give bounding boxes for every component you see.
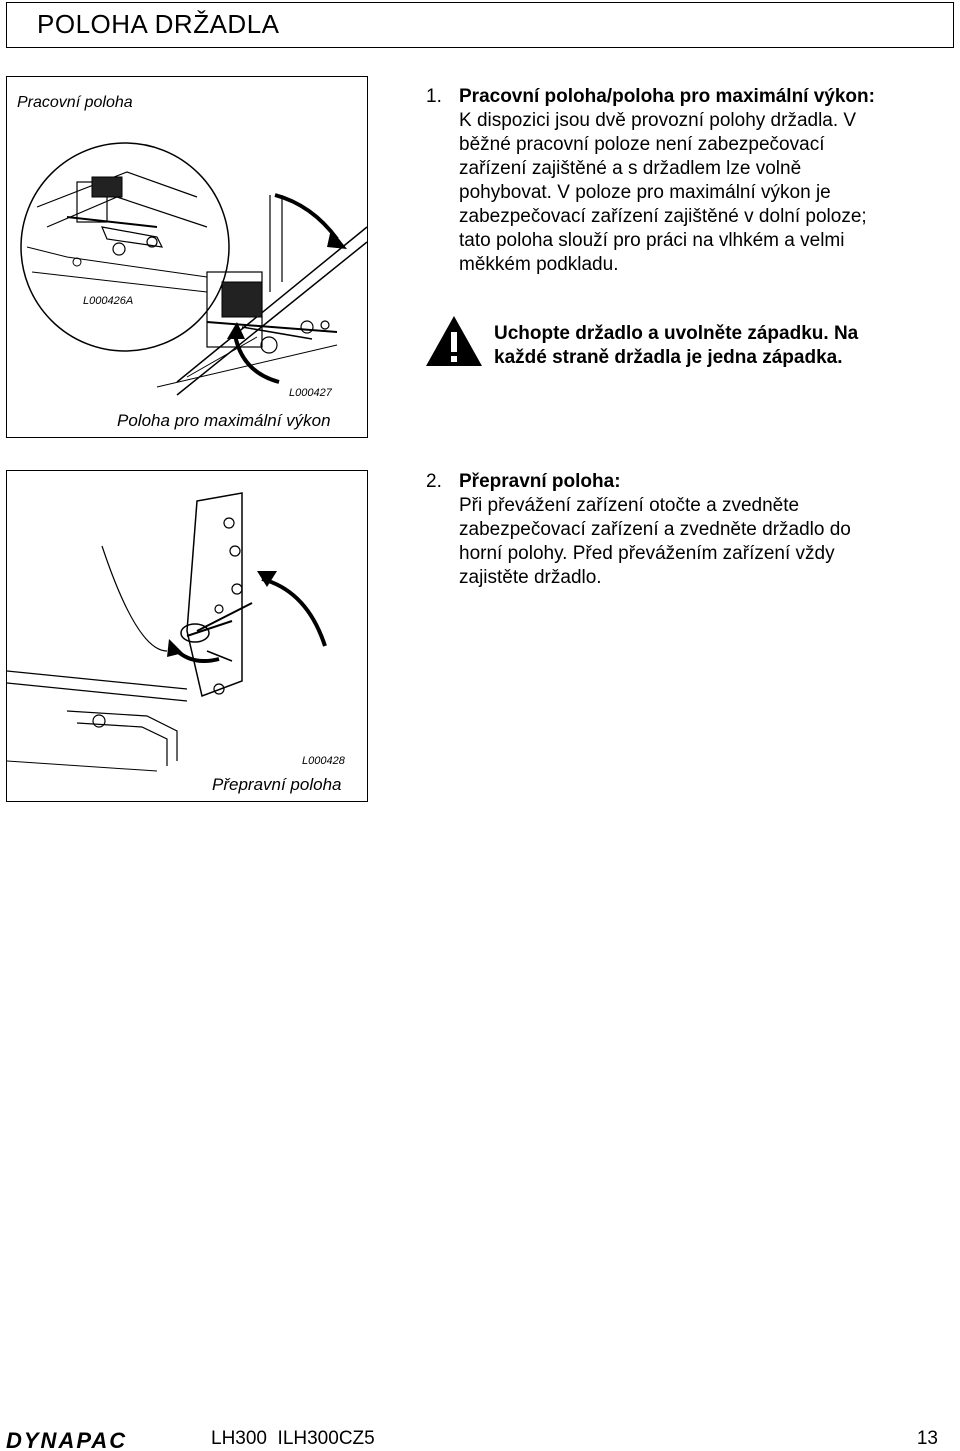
warning-text	[494, 322, 944, 370]
document-id: LH300 ILH300CZ5	[211, 1428, 375, 1449]
figure-transport-position-drawing	[7, 471, 369, 803]
section1-heading: Pracovní poloha/poloha pro maximální výkon:	[459, 86, 875, 107]
warning-triangle-icon	[424, 314, 484, 368]
warning-line: každé straně držadla je jedna západka.	[494, 347, 843, 368]
figure2-caption: Přepravní poloha	[212, 775, 342, 794]
section1-line: zařízení zajištěné a s držadlem lze volně	[459, 158, 802, 179]
section2-body	[459, 470, 959, 590]
section2-heading: Přepravní poloha:	[459, 471, 621, 492]
transport-handle-illustration	[7, 493, 325, 771]
inset-detail-illustration	[21, 143, 229, 351]
figure-working-position-drawing	[7, 77, 369, 439]
page-title: POLOHA DRŽADLA	[37, 9, 280, 39]
logo-text: DYNAPAC	[6, 1429, 128, 1451]
figure-working-position	[6, 76, 368, 438]
section2-line: zajistěte držadlo.	[459, 567, 602, 588]
section2-line: zabezpečovací zařízení a zvedněte držadlo do	[459, 519, 851, 540]
section1-line: běžné pracovní poloze není zabezpečovací	[459, 134, 825, 155]
title-box	[6, 2, 954, 48]
page-number: 13	[916, 1428, 938, 1449]
section1-number: 1.	[426, 86, 442, 107]
dynapac-logo	[4, 1429, 188, 1451]
figure-transport-position	[6, 470, 368, 802]
figure2-ref: L000428	[302, 755, 345, 767]
figure1-ref-inset: L000426A	[83, 295, 134, 307]
section1-line: K dispozici jsou dvě provozní polohy držadla. V	[459, 110, 857, 131]
section1-line: měkkém podkladu.	[459, 254, 619, 275]
section1-line: zabezpečovací zařízení zajištěné v dolní poloze;	[459, 206, 867, 227]
section1-line: tato poloha slouží pro práci na vlhkém a velmi	[459, 230, 845, 251]
section2-number: 2.	[426, 471, 442, 492]
figure1-caption-bottom: Poloha pro maximální výkon	[117, 411, 331, 430]
warning-line: Uchopte držadlo a uvolněte západku. Na	[494, 323, 859, 344]
figure1-ref-main: L000427	[289, 387, 332, 399]
section1-body	[459, 85, 959, 277]
section2-line: Při převážení zařízení otočte a zvedněte	[459, 495, 800, 516]
section1-line: pohybovat. V poloze pro maximální výkon je	[459, 182, 831, 203]
figure1-caption-top: Pracovní poloha	[17, 94, 133, 111]
section2-line: horní polohy. Před převážením zařízení vždy	[459, 543, 835, 564]
page-footer	[0, 1425, 960, 1451]
